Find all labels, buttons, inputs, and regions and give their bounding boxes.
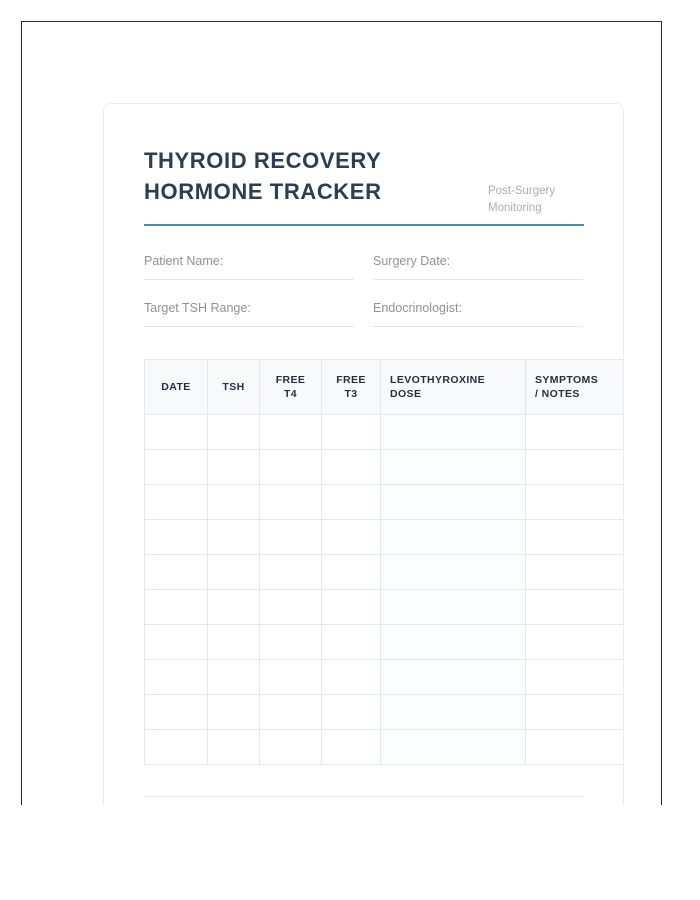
column-header-date[interactable]: DATE [145,360,208,415]
table-cell-date[interactable] [145,450,208,485]
table-cell-dose[interactable] [381,415,526,450]
table-cell-ft4[interactable] [260,520,322,555]
table-cell-tsh[interactable] [208,590,260,625]
table-cell-tsh[interactable] [208,730,260,765]
table-cell-dose[interactable] [381,660,526,695]
table-row [145,520,625,555]
field-target-tsh-range[interactable] [144,301,354,327]
table-cell-date[interactable] [145,730,208,765]
table-cell-notes[interactable] [526,590,625,625]
field-surgery-date[interactable] [373,254,583,280]
table-cell-ft3[interactable] [322,520,381,555]
tracker-sheet-card [103,103,624,805]
table-cell-notes[interactable] [526,485,625,520]
table-cell-tsh[interactable] [208,415,260,450]
table-cell-date[interactable] [145,660,208,695]
table-cell-date[interactable] [145,590,208,625]
column-header-free-t4-line-2: T4 [283,388,298,401]
table-cell-tsh[interactable] [208,695,260,730]
field-endocrinologist[interactable] [373,301,583,327]
table-cell-dose[interactable] [381,450,526,485]
table-header [145,360,625,415]
document-subtitle [488,183,584,216]
table-cell-ft3[interactable] [322,695,381,730]
table-cell-tsh[interactable] [208,485,260,520]
patient-meta-form [144,254,584,327]
table-cell-dose[interactable] [381,695,526,730]
field-underline-surgery-date [373,279,583,280]
field-label-surgery-date: Surgery Date: [373,254,451,269]
footer-divider [144,796,584,797]
header-accent-rule [144,224,584,226]
table-cell-ft4[interactable] [260,590,322,625]
table-cell-tsh[interactable] [208,520,260,555]
table-cell-ft4[interactable] [260,660,322,695]
table-cell-dose[interactable] [381,590,526,625]
table-cell-ft3[interactable] [322,415,381,450]
table-row [145,625,625,660]
table-cell-date[interactable] [145,415,208,450]
column-header-symptoms-notes-line-2: / NOTES [535,388,580,401]
table-cell-ft4[interactable] [260,730,322,765]
table-cell-ft4[interactable] [260,485,322,520]
table-row [145,730,625,765]
table-cell-notes[interactable] [526,415,625,450]
table-row [145,415,625,450]
table-row [145,695,625,730]
table-cell-notes[interactable] [526,730,625,765]
table-body [145,415,625,765]
column-header-free-t4[interactable] [260,360,322,415]
page-frame [21,21,662,805]
column-header-symptoms-notes[interactable] [526,360,625,415]
document-header [144,104,584,226]
column-header-free-t3[interactable] [322,360,381,415]
table-cell-tsh[interactable] [208,450,260,485]
column-header-levothyroxine-dose-line-2: DOSE [390,388,422,401]
table-cell-tsh[interactable] [208,625,260,660]
table-row [145,555,625,590]
column-header-symptoms-notes-line-1: SYMPTOMS [535,374,599,387]
column-header-tsh[interactable]: TSH [208,360,260,415]
field-label-target-tsh-range: Target TSH Range: [144,301,251,316]
table-cell-notes[interactable] [526,450,625,485]
table-cell-date[interactable] [145,695,208,730]
table-cell-dose[interactable] [381,555,526,590]
field-label-endocrinologist: Endocrinologist: [373,301,462,316]
sheet-content [144,104,599,797]
table-cell-notes[interactable] [526,660,625,695]
column-header-levothyroxine-dose[interactable] [381,360,526,415]
table-cell-notes[interactable] [526,520,625,555]
table-cell-notes[interactable] [526,555,625,590]
table-cell-dose[interactable] [381,625,526,660]
table-cell-ft3[interactable] [322,485,381,520]
table-header-row [145,360,625,415]
field-underline-target-tsh-range [144,326,354,327]
column-header-free-t3-line-2: T3 [344,388,358,401]
table-row [145,590,625,625]
table-row [145,660,625,695]
table-cell-ft3[interactable] [322,590,381,625]
field-underline-patient-name [144,279,354,280]
table-cell-ft4[interactable] [260,415,322,450]
title-line-2: HORMONE TRACKER [144,179,382,205]
table-cell-date[interactable] [145,520,208,555]
table-cell-ft3[interactable] [322,555,381,590]
table-cell-date[interactable] [145,485,208,520]
subtitle-line-2: Monitoring [488,201,542,214]
table-cell-notes[interactable] [526,695,625,730]
table-cell-notes[interactable] [526,625,625,660]
table-cell-ft4[interactable] [260,625,322,660]
table-cell-ft3[interactable] [322,625,381,660]
table-cell-ft3[interactable] [322,450,381,485]
column-header-levothyroxine-dose-line-1: LEVOTHYROXINE [390,374,486,387]
table-cell-date[interactable] [145,555,208,590]
table-cell-date[interactable] [145,625,208,660]
table-cell-dose[interactable] [381,485,526,520]
table-cell-ft4[interactable] [260,695,322,730]
subtitle-line-1: Post-Surgery [488,185,556,197]
table-cell-ft4[interactable] [260,555,322,590]
title-line-1: THYROID RECOVERY [144,148,382,173]
column-header-free-t3-line-1: FREE [336,374,366,387]
field-patient-name[interactable] [144,254,354,280]
hormone-tracker-table [144,359,624,765]
table-row [145,485,625,520]
table-cell-dose[interactable] [381,520,526,555]
table-cell-ft3[interactable] [322,730,381,765]
column-header-free-t4-line-1: FREE [275,374,306,387]
table-cell-tsh[interactable] [208,660,260,695]
field-underline-endocrinologist [373,326,583,327]
field-label-patient-name: Patient Name: [144,254,224,269]
page-title [144,145,504,207]
table-cell-ft4[interactable] [260,450,322,485]
table-cell-tsh[interactable] [208,555,260,590]
table-cell-ft3[interactable] [322,660,381,695]
table-row [145,450,625,485]
table-cell-dose[interactable] [381,730,526,765]
